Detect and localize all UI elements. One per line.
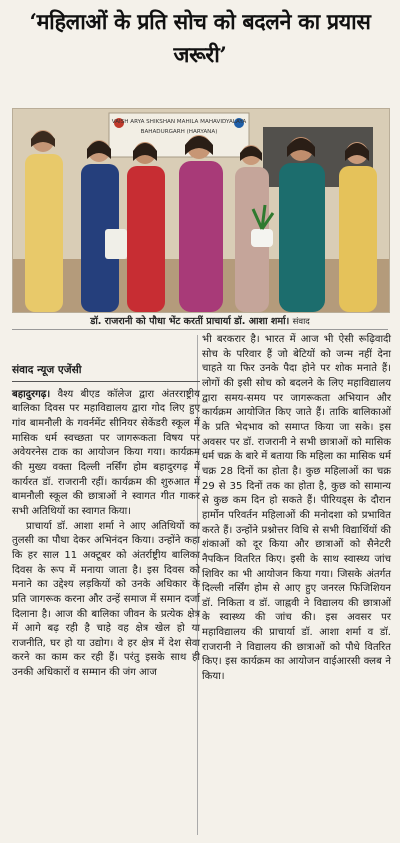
byline: संवाद न्यूज एजेंसी — [12, 363, 200, 382]
paragraph-1-text: वैश्य बीएड कॉलेज द्वारा अंतरराष्ट्रीय बालिका दिवस पर महाविद्यालय द्वारा गोद लिए हुए गांव बामनौली के गवर्नमेंट सीनियर सेकेंडरी स्कूल में मासिक धर्म स्वच्छता पर जागरूकता विषय पर अवेयरनेस टाक का आयोजन किया गया। कार्यक्रम की मुख्य वक्ता दिल्ली नर्सिंग होम बहादुरगढ़ में कार्यरत डॉ. राजरानी रहीं। कार्यक्रम की शुरुआत में बामनौली स्कूल की छात्राओं ने स्वागत गीत गाकर सभी अतिथियों का स्वागत किया। — [12, 388, 200, 517]
banner-line-2: BAHADURGARH (HARYANA) — [140, 129, 218, 135]
person-3 — [127, 142, 165, 312]
banner-line-1: VAISH ARYA SHIKSHAN MAHILA MAHAVIDYALAYA — [111, 119, 247, 125]
paragraph-1 — [12, 388, 200, 520]
caption-text: डॉ. राजरानी को पौधा भेंट करतीं प्राचार्या डॉ. आशा शर्मा। — [90, 316, 290, 327]
dateline: बहादुरगढ़। — [12, 388, 51, 400]
person-7 — [339, 142, 377, 312]
headline: ‘महिलाओं के प्रति सोच को बदलने का प्रयास जरूरी’ — [29, 10, 371, 68]
news-photo — [12, 108, 390, 313]
article-column-left — [12, 333, 200, 681]
photo-caption — [12, 314, 388, 327]
article-column-right — [202, 333, 391, 685]
person-1 — [25, 130, 63, 312]
paragraph-2: प्राचार्या डॉ. आशा शर्मा ने आए अतिथियों का तुलसी का पौधा देकर अभिनंदन किया। उन्होंने कहा कि हर साल 11 अक्टूबर को अंतर्राष्ट्रीय बालिका दिवस के रूप में मनाया जाता है। इस दिवस को मनाने का उद्देश्य लड़कियों को उनके अधिकार के प्रति जागरूक करना और उन्हें समाज में समान दर्जा दिलाना है। आज की बालिका जीवन के प्रत्येक क्षेत्र में आगे बढ़ रही है चाहे वह क्षेत्र खेल हो या राजनीति, घर हो या उद्योग। वे हर क्षेत्र में देश सेवा करने का काम कर रही हैं। परंतु इसके साथ ही उनकी अधिकारों व सम्मान की जंग आज — [12, 520, 200, 679]
caption-source: संवाद — [292, 317, 310, 327]
photo-illustration — [13, 109, 389, 312]
caption-rule — [12, 329, 388, 330]
paragraph-3: भी बरकरार है। भारत में आज भी ऐसी रूढ़िवादी सोच के परिवार हैं जो बेटियों को जन्म नहीं देना चाहते या फिर उनके पैदा होने पर शोक मनाते हैं। लोगों की इसी सोच को बदलने के लिए महाविद्यालय द्वारा समय-समय पर जागरूकता अभियान और कार्यक्रम आयोजित किए जाते हैं। ताकि बालिकाओं के प्रति भेदभाव को समाप्त किया जा सके। इस अवसर पर डॉ. राजरानी ने सभी छात्राओं को मासिक धर्म चक्र के बारे में बताया कि महिला का मासिक धर्म चक्र 28 दिनों का होता है। कुछ महिलाओं का चक्र 29 से 35 दिनों तक का होता है, कुछ को सामान्य से कुछ कम दिन हो सकते हैं। पीरियड्स के दौरान हार्मोन परिवर्तन महिलाओं की मनोदशा को प्रभावित करते हैं। उन्होंने प्रश्नोत्तर विधि से सभी विद्यार्थियों की शंकाओं को दूर किया और छात्राओं को सैनेटरी नैपकिन वितरित किए। इसी के साथ स्वास्थ्य जांच शिविर का भी आयोजन किया गया। जिसके अंतर्गत दिल्ली नर्सिंग होम से आए हुए जनरल फिजिशियन डॉ. निकिता व डॉ. जाह्नवी ने विद्यालय की छात्राओं के स्वास्थ्य की जांच की। इस अवसर पर महाविद्यालय की प्राचार्या डॉ. आशा शर्मा व डॉ. राजरानी ने विद्यालय की छात्राओं को पौधे वितरित किए। इस कार्यक्रम का आयोजन वाईआरसी क्लब ने किया। — [202, 334, 391, 683]
